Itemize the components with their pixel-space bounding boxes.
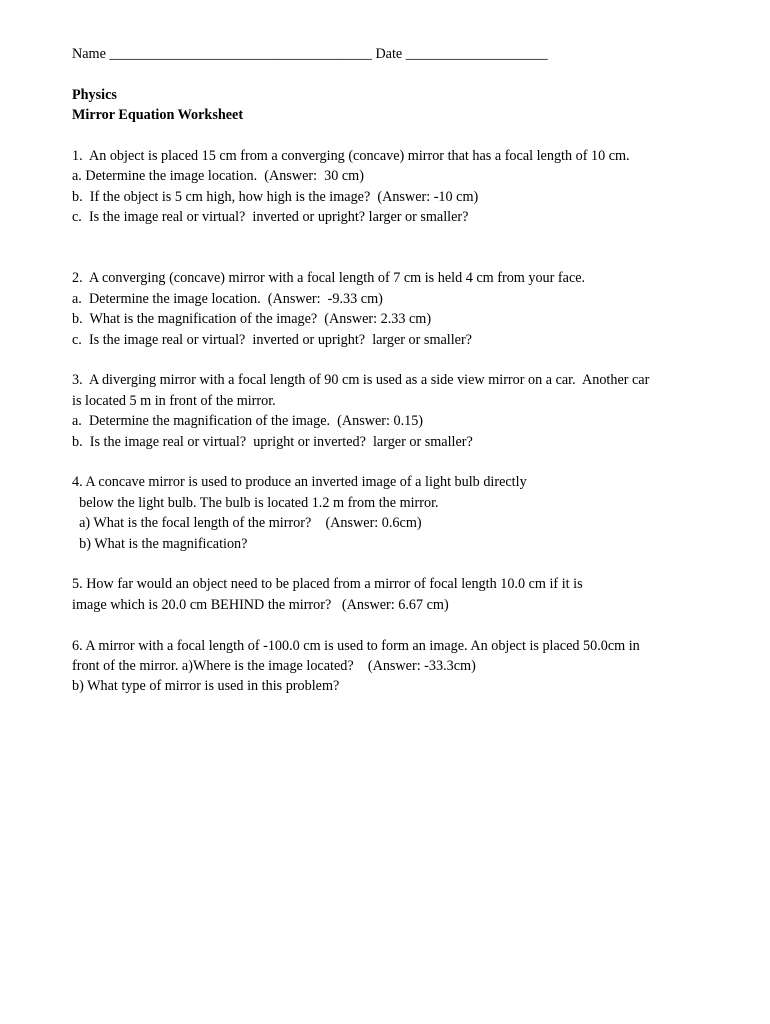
question-4 (72, 472, 712, 554)
question-1-part-a: a. Determine the image location. (Answer: 30 cm) (72, 168, 364, 185)
question-1-part-b: b. If the object is 5 cm high, how high is the image? (Answer: -10 cm) (72, 188, 479, 205)
question-3-part-b: b. Is the image real or virtual? upright or inverted? larger or smaller? (72, 433, 473, 450)
question-6-prompt: 6. A mirror with a focal length of -100.0 cm is used to form an image. An object is placed 50.0cm in (72, 637, 640, 654)
question-3-part-a: a. Determine the magnification of the image. (Answer: 0.15) (72, 413, 424, 430)
question-2-prompt: 2. A converging (concave) mirror with a focal length of 7 cm is held 4 cm from your face. (72, 270, 586, 287)
question-2-part-b: b. What is the magnification of the image? (Answer: 2.33 cm) (72, 311, 432, 328)
question-5 (72, 574, 712, 615)
question-1 (72, 146, 712, 228)
question-4-part-b: b) What is the magnification? (72, 535, 248, 552)
question-2-part-c: c. Is the image real or virtual? inverted or upright? larger or smaller? (72, 331, 472, 348)
question-1-prompt: 1. An object is placed 15 cm from a converging (concave) mirror that has a focal length of 10 cm. (72, 148, 630, 164)
question-3-prompt: 3. A diverging mirror with a focal length of 90 cm is used as a side view mirror on a car. Another car (72, 372, 650, 389)
question-3 (72, 370, 712, 452)
worksheet-title: Mirror Equation Worksheet (72, 107, 244, 124)
question-5-prompt-cont: image which is 20.0 cm BEHIND the mirror? (Answer: 6.67 cm) (72, 596, 449, 613)
question-6-part-a: front of the mirror. a)Where is the image located? (Answer: -33.3cm) (72, 658, 476, 675)
question-4-prompt: 4. A concave mirror is used to produce an inverted image of a light bulb directly (72, 474, 527, 491)
question-6-part-b: b) What type of mirror is used in this problem? (72, 678, 340, 695)
question-6 (72, 636, 712, 697)
question-4-prompt-cont: below the light bulb. The bulb is located 1.2 m from the mirror. (72, 494, 439, 511)
name-date-line: Name _____________________________________ Date ____________________ (72, 46, 548, 62)
question-5-prompt: 5. How far would an object need to be placed from a mirror of focal length 10.0 cm if it is (72, 576, 583, 593)
question-3-prompt-cont: is located 5 m in front of the mirror. (72, 392, 276, 409)
question-4-part-a: a) What is the focal length of the mirror? (Answer: 0.6cm) (72, 515, 422, 532)
question-2-part-a: a. Determine the image location. (Answer: -9.33 cm) (72, 290, 383, 307)
subject-title: Physics (72, 86, 117, 103)
question-1-part-c: c. Is the image real or virtual? inverted or upright? larger or smaller? (72, 209, 469, 226)
question-2 (72, 268, 712, 350)
worksheet-page (72, 44, 712, 697)
